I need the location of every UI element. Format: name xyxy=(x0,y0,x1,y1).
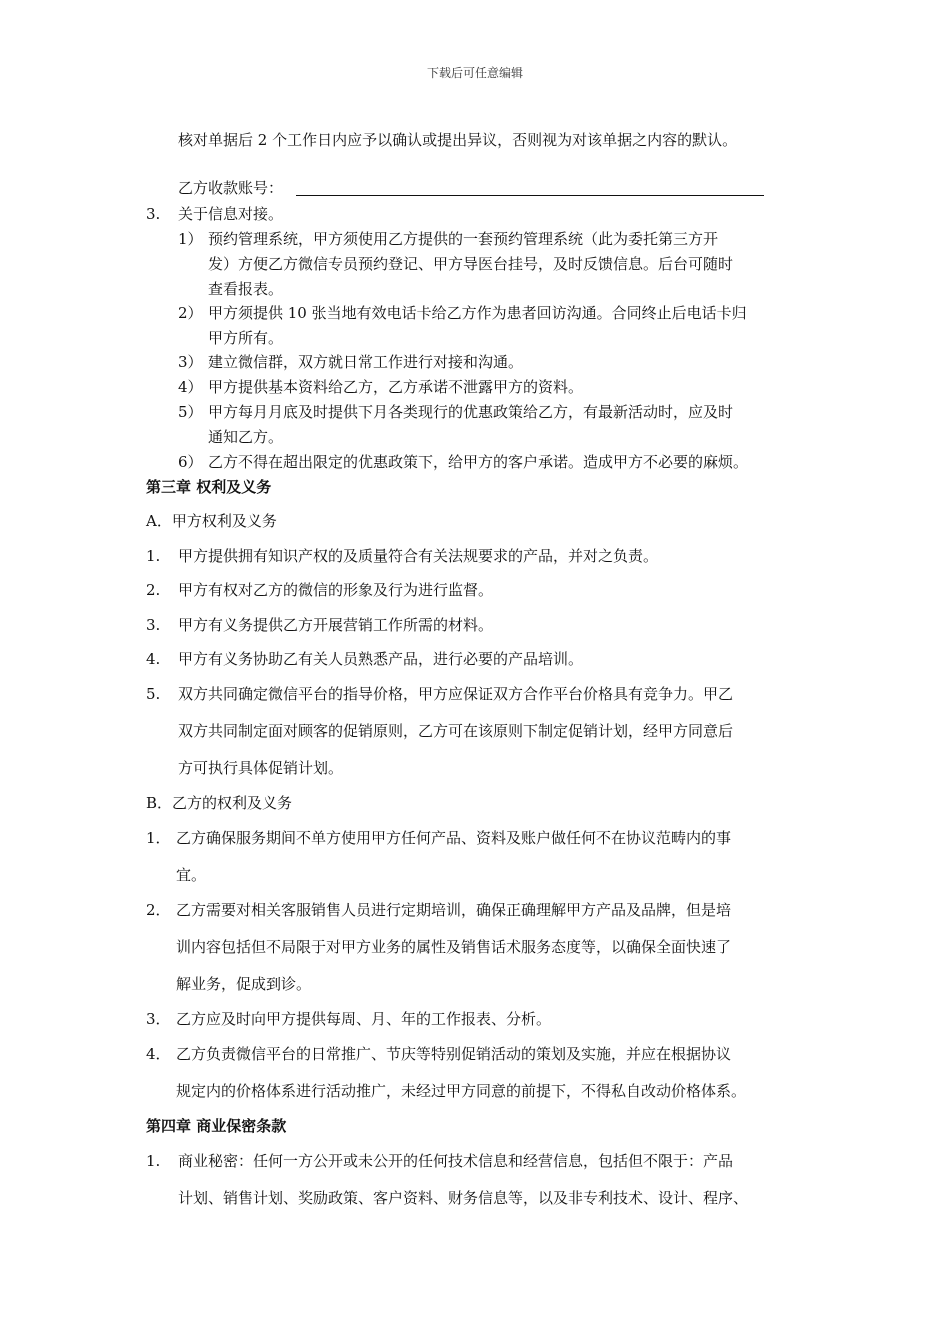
list-item-number: 4） xyxy=(178,378,203,396)
list-item-text: 乙方确保服务期间不单方使用甲方任何产品、资料及账户做任何不在协议范畴内的事 xyxy=(176,829,732,847)
list-item-number: 3） xyxy=(178,353,203,371)
list-item-number: 4． xyxy=(146,1045,171,1063)
list-item-text: 甲方有权对乙方的微信的形象及行为进行监督。 xyxy=(178,581,494,599)
list-item-text: 甲方提供基本资料给乙方，乙方承诺不泄露甲方的资料。 xyxy=(208,378,584,396)
list-item-text: 乙方不得在超出限定的优惠政策下，给甲方的客户承诺。造成甲方不必要的麻烦。 xyxy=(208,453,749,471)
list-item-number: 2． xyxy=(146,901,171,919)
list-item-text: 甲方有义务提供乙方开展营销工作所需的材料。 xyxy=(178,616,494,634)
list-item-text: 甲方每月月底及时提供下月各类现行的优惠政策给乙方，有最新活动时，应及时 xyxy=(208,403,734,421)
section-title: 关于信息对接。 xyxy=(178,205,284,223)
list-item-number: 6） xyxy=(178,453,203,471)
list-item-text: 方可执行具体促销计划。 xyxy=(178,759,344,777)
list-item-text: 乙方应及时向甲方提供每周、月、年的工作报表、分析。 xyxy=(176,1010,552,1028)
list-item-text: 双方共同确定微信平台的指导价格，甲方应保证双方合作平台价格具有竞争力。甲乙 xyxy=(178,685,734,703)
list-item-number: 1. xyxy=(146,1152,161,1170)
list-item-text: 乙方需要对相关客服销售人员进行定期培训，确保正确理解甲方产品及品牌，但是培 xyxy=(176,901,732,919)
list-item-text: 规定内的价格体系进行活动推广，未经过甲方同意的前提下，不得私自改动价格体系。 xyxy=(176,1082,747,1100)
subsection-heading: A．甲方权利及义务 xyxy=(146,512,277,530)
list-item-number: 3. xyxy=(146,616,161,634)
list-item-text: 甲方提供拥有知识产权的及质量符合有关法规要求的产品，并对之负责。 xyxy=(178,547,659,565)
list-item-text: 甲方有义务协助乙有关人员熟悉产品，进行必要的产品培训。 xyxy=(178,650,584,668)
list-item-number: 4. xyxy=(146,650,161,668)
page-header: 下载后可任意编辑 xyxy=(426,66,523,80)
list-item-number: 2） xyxy=(178,304,203,322)
list-item-text: 训内容包括但不局限于对甲方业务的属性及销售话术服务态度等，以确保全面快速了 xyxy=(176,938,732,956)
list-item-text: 查看报表。 xyxy=(208,280,284,298)
subsection-heading: B．乙方的权利及义务 xyxy=(146,794,293,812)
chapter-heading: 第三章 权利及义务 xyxy=(146,478,272,496)
list-item-text: 建立微信群，双方就日常工作进行对接和沟通。 xyxy=(208,353,524,371)
section-number: 3. xyxy=(146,205,161,223)
list-item-text: 乙方负责微信平台的日常推广、节庆等特别促销活动的策划及实施，并应在根据协议 xyxy=(176,1045,732,1063)
list-item-number: 2. xyxy=(146,581,161,599)
list-item-number: 1． xyxy=(146,829,171,847)
account-blank-line xyxy=(296,195,764,196)
chapter-heading: 第四章 商业保密条款 xyxy=(146,1117,287,1135)
intro-line: 核对单据后 2 个工作日内应予以确认或提出异议，否则视为对该单据之内容的默认。 xyxy=(178,131,738,149)
list-item-text: 预约管理系统，甲方须使用乙方提供的一套预约管理系统（此为委托第三方开 xyxy=(208,230,719,248)
list-item-text: 计划、销售计划、奖励政策、客户资料、财务信息等，以及非专利技术、设计、程序、 xyxy=(178,1189,749,1207)
list-item-number: 3． xyxy=(146,1010,171,1028)
list-item-number: 5） xyxy=(178,403,203,421)
account-label: 乙方收款账号： xyxy=(178,179,284,197)
list-item-text: 商业秘密：任何一方公开或未公开的任何技术信息和经营信息，包括但不限于：产品 xyxy=(178,1152,734,1170)
list-item-number: 1. xyxy=(146,547,161,565)
list-item-number: 1） xyxy=(178,230,203,248)
list-item-text: 发）方便乙方微信专员预约登记、甲方导医台挂号，及时反馈信息。后台可随时 xyxy=(208,255,734,273)
list-item-text: 双方共同制定面对顾客的促销原则，乙方可在该原则下制定促销计划，经甲方同意后 xyxy=(178,722,734,740)
list-item-text: 解业务，促成到诊。 xyxy=(176,975,312,993)
list-item-text: 宜。 xyxy=(176,866,207,884)
list-item-text: 甲方所有。 xyxy=(208,329,284,347)
list-item-text: 通知乙方。 xyxy=(208,428,284,446)
list-item-number: 5. xyxy=(146,685,161,703)
list-item-text: 甲方须提供 10 张当地有效电话卡给乙方作为患者回访沟通。合同终止后电话卡归 xyxy=(208,304,747,322)
